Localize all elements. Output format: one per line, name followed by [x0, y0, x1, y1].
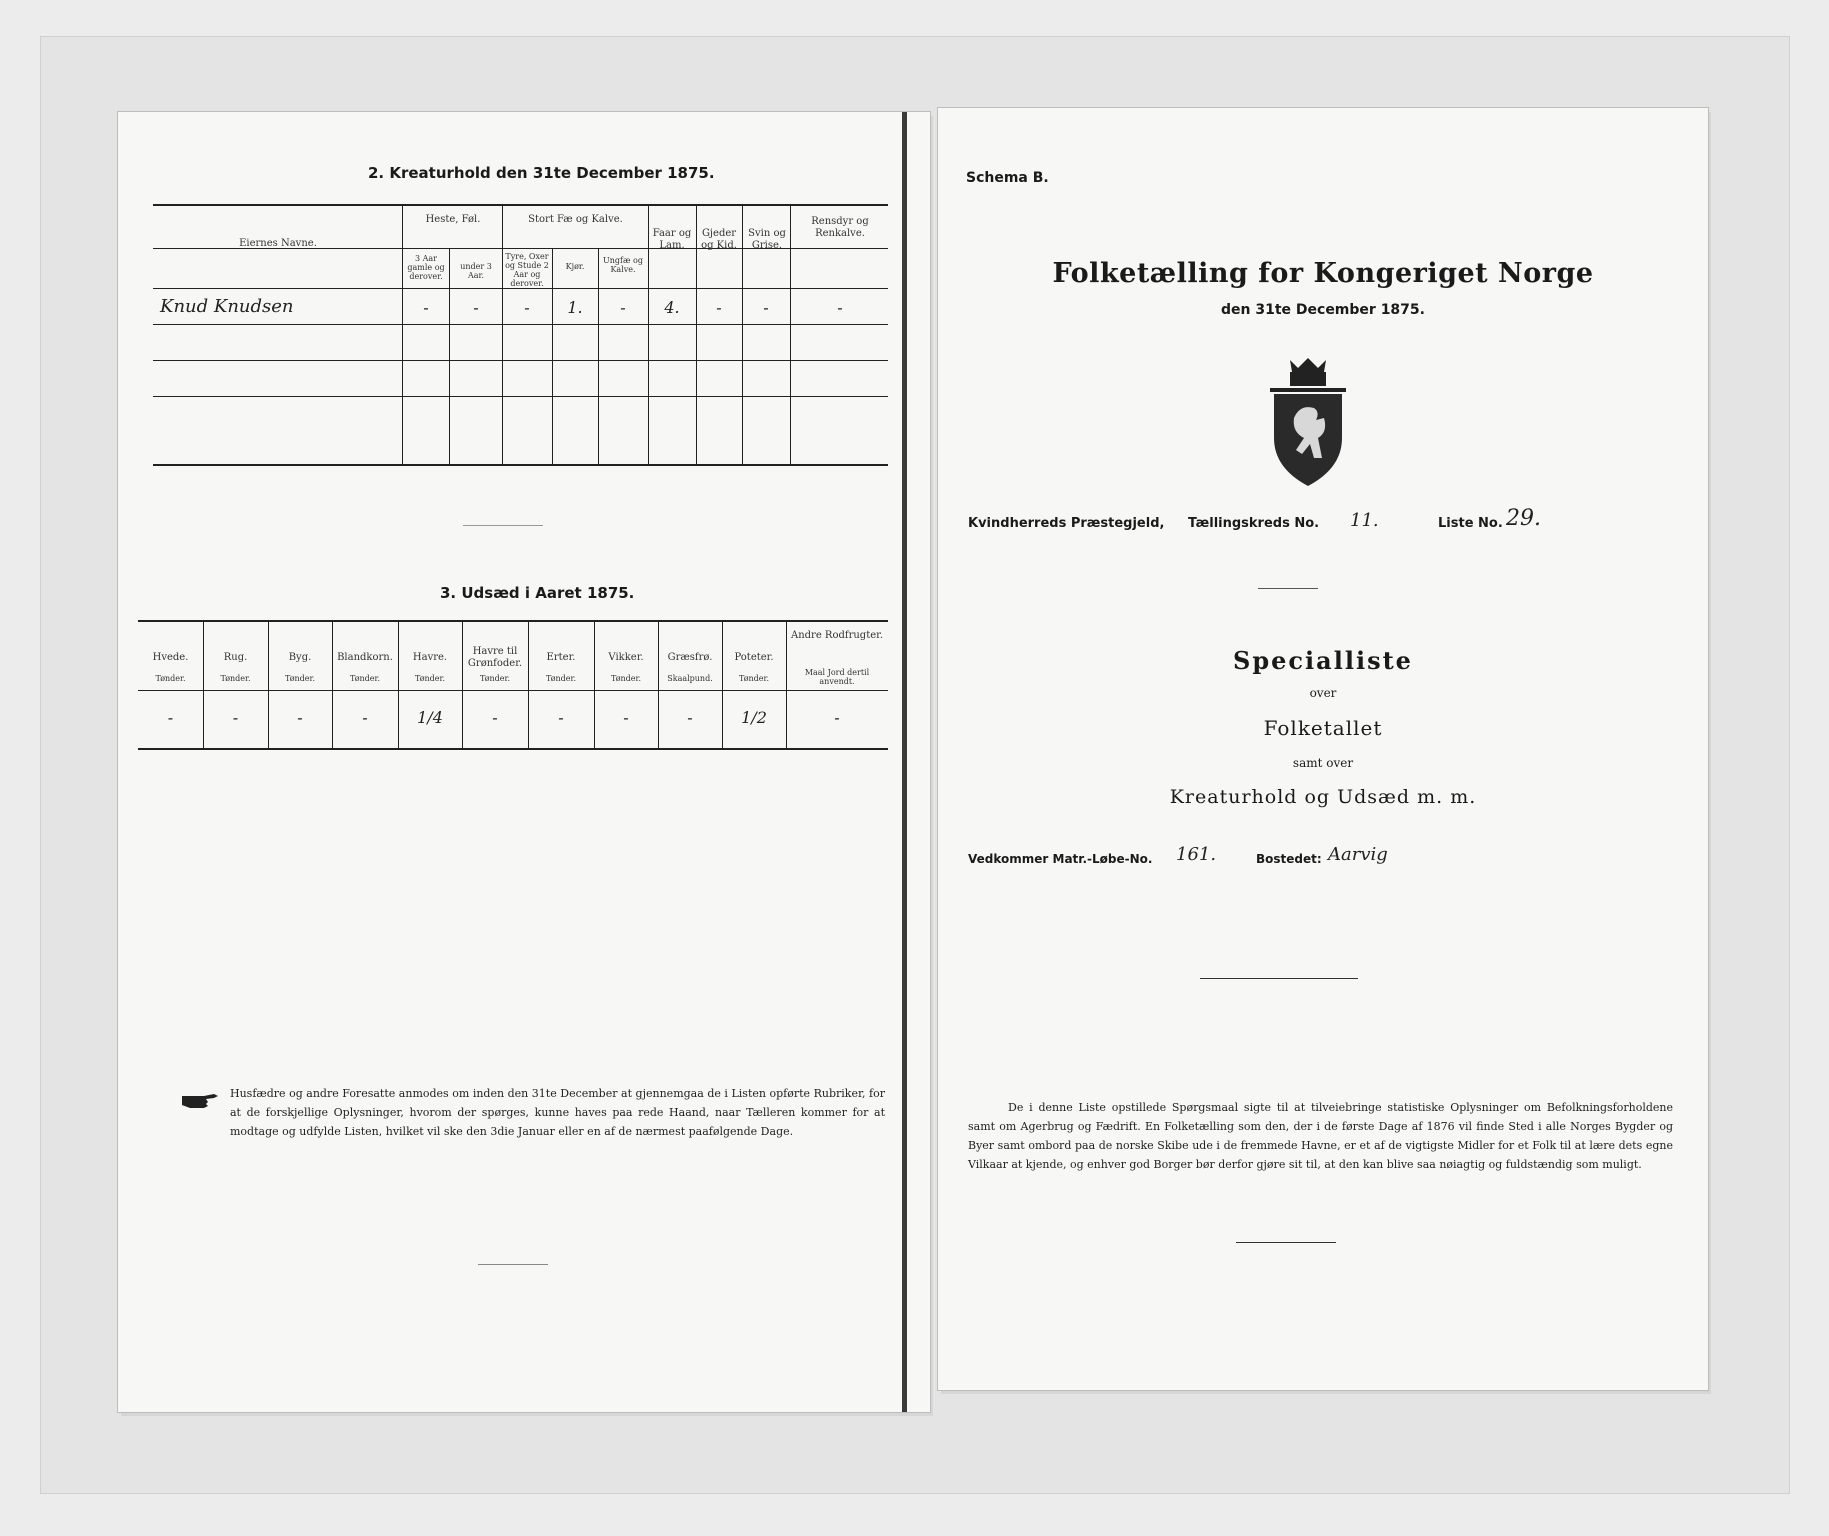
table-bottom-rule	[153, 464, 888, 466]
seed-value: -	[492, 708, 498, 727]
kreaturhold-text: Kreaturhold og Udsæd m. m.	[1169, 786, 1477, 808]
census-date: den 31te December 1875.	[1221, 302, 1425, 318]
col-divider	[790, 204, 791, 464]
notice-text: Husfædre og andre Foresatte anmodes om inden den 31te December at gjennemgaa de i Listen opførte Rubriker, for at de forskjellige Oplysninger, hvorom der spørges, kunne haves paa rede Haand, naar Tælleren kommer for at modtage og udfylde Listen, hvilket vil ske den 3die Januar eller en af de nærmest paafølgende Dage.	[230, 1087, 885, 1138]
matr-label: Vedkommer Matr.-Løbe-No.	[968, 852, 1153, 866]
seed-unit: Skaalpund.	[667, 674, 713, 683]
col-header-cattle: Stort Fæ og Kalve.	[528, 214, 623, 225]
list-number: 29.	[1506, 506, 1541, 531]
col-divider	[598, 248, 599, 464]
col-divider	[648, 204, 649, 464]
seed-value: -	[297, 708, 303, 727]
cell-value: -	[524, 298, 530, 317]
col-divider	[742, 204, 743, 464]
seed-unit: Tønder.	[284, 674, 316, 683]
seed-value: -	[167, 708, 174, 727]
separator-rule	[1236, 1242, 1336, 1243]
cell-value: 4.	[664, 298, 680, 317]
section3-title: 3. Udsæd i Aaret 1875.	[440, 584, 635, 602]
folketallet-text: Folketallet	[1263, 716, 1383, 740]
district-label: Tællingskreds No.	[1188, 516, 1320, 531]
seed-value: -	[558, 708, 564, 727]
table-row-rule	[153, 360, 888, 361]
col-divider	[462, 620, 463, 748]
col-header-horses-3plus: 3 Aar gamle og derover.	[407, 254, 445, 281]
col-divider	[722, 620, 723, 748]
col-divider	[402, 204, 403, 464]
cell-value: -	[423, 298, 429, 317]
col-header-horses-under3: under 3 Aar.	[460, 262, 492, 280]
col-divider	[268, 620, 269, 748]
table-top-rule	[153, 204, 888, 206]
col-header-goats: Gjeder og Kid.	[701, 228, 737, 251]
separator-rule	[478, 1264, 548, 1265]
seed-value: -	[623, 708, 629, 727]
seed-header-other-roots: Andre Rodfrugter.	[790, 630, 883, 641]
cell-value: -	[837, 298, 843, 317]
bosted-value: Aarvig	[1328, 844, 1388, 865]
seed-value: 1/2	[741, 708, 767, 727]
district-number: 11.	[1350, 510, 1379, 531]
seed-unit: Tønder.	[220, 674, 251, 683]
seed-header-grass-seed: Græsfrø.	[667, 652, 713, 663]
seed-unit: Tønder.	[545, 674, 577, 683]
seed-value: -	[687, 708, 693, 727]
col-header-reindeer: Rensdyr og Renkalve.	[811, 216, 869, 239]
col-divider	[552, 248, 553, 464]
cell-value: -	[473, 298, 479, 317]
special-list-title: Specialliste	[1233, 646, 1413, 675]
bosted-label: Bostedet:	[1256, 852, 1322, 866]
col-divider	[528, 620, 529, 748]
owner-name: Knud Knudsen	[160, 296, 294, 317]
over-text: over	[1309, 686, 1337, 700]
separator-rule	[463, 525, 543, 526]
seed-unit: Tønder.	[414, 674, 446, 683]
seed-unit: Tønder.	[479, 674, 511, 683]
col-divider	[332, 620, 333, 748]
col-divider	[502, 204, 503, 464]
seed-table-bottom-rule	[138, 748, 888, 750]
seed-header-wheat: Hvede.	[152, 652, 189, 663]
table-row-rule	[153, 396, 888, 397]
col-header-sheep: Faar og Lam.	[652, 228, 692, 251]
seed-unit: Tønder.	[155, 674, 186, 683]
col-divider	[398, 620, 399, 748]
cell-value: -	[763, 298, 769, 317]
seed-header-peas: Erter.	[546, 652, 576, 663]
seed-unit: Tønder.	[610, 674, 642, 683]
separator-rule	[1200, 978, 1358, 979]
col-divider	[594, 620, 595, 748]
samt-over-text: samt over	[1292, 756, 1354, 770]
seed-table-top-rule	[138, 620, 888, 622]
main-title: Folketælling for Kongeriget Norge	[1052, 258, 1594, 289]
seed-header-potatoes: Poteter.	[734, 652, 774, 663]
col-header-horses: Heste, Føl.	[425, 214, 481, 225]
seed-unit: Maal Jord dertil anvendt.	[804, 668, 870, 686]
info-paragraph: De i denne Liste opstillede Spørgsmaal sigte til at tilveiebringe statistiske Oplysninger om Befolkningsforholdene samt om Agerbrug og Fædrift. En Folketælling som den, der i de første Dage af 1876 vil finde Sted i alle Norges Bygder og Byer samt ombord paa de norske Skibe ude i de fremmede Havne, er et af de vigtigste Midler for et Folk til at lære dets egne Vilkaar at kjende, og enhver god Borger bør derfor gjøre sit til, at den kan blive saa nøiagtig og fuldstændig som muligt.	[968, 1101, 1673, 1171]
col-header-cattle-cows: Kjør.	[565, 262, 585, 271]
parish-label: Kvindherreds Præstegjeld,	[968, 516, 1165, 531]
col-header-cattle-young: Ungfæ og Kalve.	[603, 256, 643, 274]
cell-value: -	[620, 298, 626, 317]
seed-header-mixed-grain: Blandkorn.	[337, 652, 393, 663]
col-divider	[203, 620, 204, 748]
seed-unit: Tønder.	[738, 674, 770, 683]
seed-header-rye: Rug.	[223, 652, 248, 663]
left-page	[118, 112, 930, 1412]
seed-value: -	[362, 708, 368, 727]
col-divider	[658, 620, 659, 748]
cell-value: 1.	[567, 298, 583, 317]
seed-header-barley: Byg.	[288, 652, 312, 663]
col-divider	[449, 248, 450, 464]
matr-number: 161.	[1176, 844, 1217, 865]
separator-rule	[1258, 588, 1318, 589]
col-header-pigs: Svin og Grise.	[748, 228, 786, 251]
col-header-cattle-bulls: Tyre, Oxer og Stude 2 Aar og derover.	[505, 252, 549, 288]
section2-title: 2. Kreaturhold den 31te December 1875.	[368, 164, 715, 182]
coat-of-arms-icon	[1260, 358, 1356, 488]
right-page	[938, 108, 1708, 1390]
seed-table-header-rule	[138, 690, 888, 691]
seed-value: 1/4	[417, 708, 443, 727]
seed-header-oats: Havre.	[412, 652, 448, 663]
schema-label: Schema B.	[966, 170, 1049, 186]
list-label: Liste No.	[1438, 516, 1503, 531]
cell-value: -	[716, 298, 722, 317]
seed-header-vetch: Vikker.	[608, 652, 644, 663]
pointing-hand-icon	[180, 1090, 220, 1112]
seed-unit: Tønder.	[349, 674, 381, 683]
table-row-rule	[153, 324, 888, 325]
seed-value: -	[232, 708, 239, 727]
seed-value: -	[834, 708, 840, 727]
seed-header-green-oats: Havre til Grønfoder.	[467, 646, 523, 669]
book-spine	[902, 112, 907, 1412]
col-header-owner: Eiernes Navne.	[239, 238, 317, 249]
table-header-rule	[153, 288, 888, 289]
